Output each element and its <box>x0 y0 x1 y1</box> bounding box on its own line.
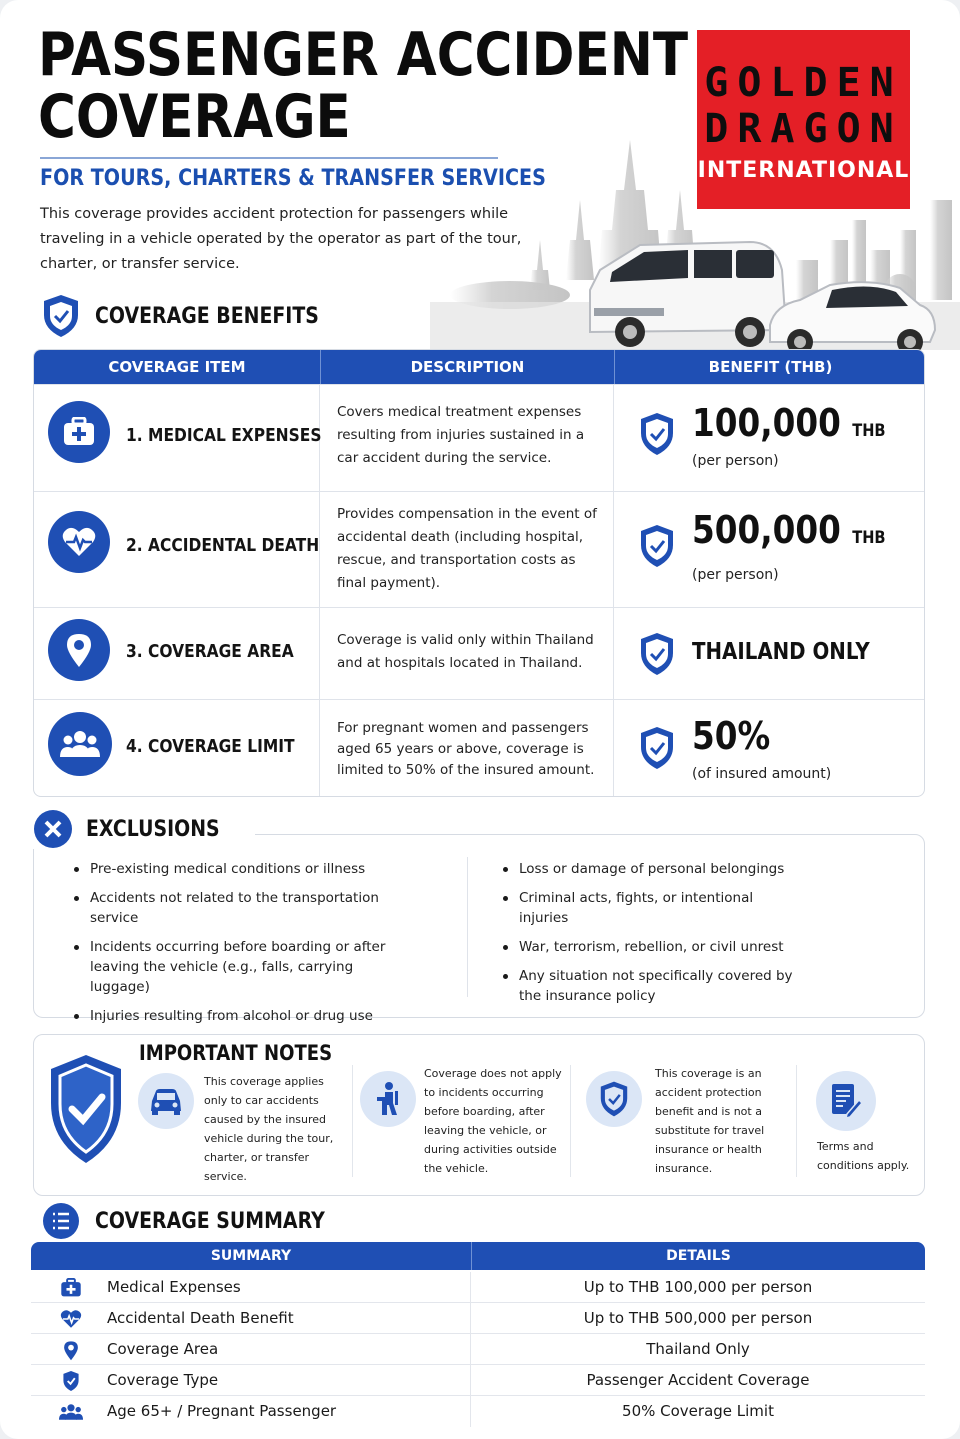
exclusions-box <box>33 834 925 1024</box>
notes-title: IMPORTANT NOTES <box>139 1041 333 1065</box>
coverage-item-label: 3. COVERAGE AREA <box>126 641 294 662</box>
summary-label: Medical Expenses <box>107 1278 241 1296</box>
medical-kit-icon <box>59 1278 83 1298</box>
column-header-description: DESCRIPTION <box>410 358 525 376</box>
benefit-amount: 500,000 THB <box>692 508 886 552</box>
list-item: War, terrorism, rebellion, or civil unrest <box>501 937 801 957</box>
summary-label: Age 65+ / Pregnant Passenger <box>107 1402 337 1420</box>
table-row <box>31 1303 925 1334</box>
note-text: This coverage is an accident protection benefit and is not a substitute for travel insurance or health insurance. <box>655 1067 765 1175</box>
logo-line-1: GOLDEN <box>704 60 903 106</box>
table-header <box>31 1242 925 1270</box>
shield-check-icon <box>638 631 676 677</box>
summary-detail: Passenger Accident Coverage <box>586 1371 810 1389</box>
benefit-note: (per person) <box>692 567 779 583</box>
column-header-benefit: BENEFIT (THB) <box>708 358 833 376</box>
list-item: Criminal acts, fights, or intentional injuries <box>501 888 801 928</box>
benefit-note: (of insured amount) <box>692 766 832 782</box>
summary-detail: Thailand Only <box>646 1340 750 1358</box>
coverage-summary-table <box>31 1242 925 1428</box>
coverage-description: Provides compensation in the event of accidental death (including hospital, rescue, and transportation costs as final payment). <box>337 506 597 591</box>
location-pin-icon <box>59 1340 83 1360</box>
medical-kit-icon <box>48 401 110 463</box>
shield-check-icon <box>586 1071 642 1127</box>
note-divider <box>796 1065 797 1177</box>
summary-detail: Up to THB 500,000 per person <box>583 1309 813 1327</box>
coverage-benefits-heading <box>40 293 355 339</box>
list-item: Accidents not related to the transportation service <box>72 888 402 928</box>
column-header-summary: SUMMARY <box>210 1248 292 1264</box>
benefit-amount: 100,000 THB <box>692 401 886 445</box>
coverage-description: For pregnant women and passengers aged 65 years or above, coverage is limited to 50% of the insured amount. <box>337 720 595 778</box>
location-pin-icon <box>48 619 110 681</box>
table-row <box>31 1334 925 1365</box>
coverage-summary-heading <box>42 1202 362 1240</box>
summary-label: Accidental Death Benefit <box>107 1309 294 1327</box>
list-item: Pre-existing medical conditions or illness <box>72 859 402 879</box>
list-item: Loss or damage of personal belongings <box>501 859 801 879</box>
section-title: COVERAGE SUMMARY <box>95 1208 325 1234</box>
list-icon <box>42 1202 80 1240</box>
table-row <box>34 607 925 699</box>
table-row <box>34 699 925 797</box>
heart-pulse-icon <box>48 511 110 573</box>
table-row <box>34 384 925 491</box>
table-row <box>31 1272 925 1303</box>
table-row <box>31 1365 925 1396</box>
section-title: COVERAGE BENEFITS <box>95 303 319 329</box>
exclusions-list-right <box>501 859 801 1015</box>
brand-logo <box>697 30 910 209</box>
coverage-description: Coverage is valid only within Thailand and at hospitals located in Thailand. <box>337 632 594 671</box>
note-divider <box>570 1065 571 1177</box>
intro-text: This coverage provides accident protection for passengers while traveling in a vehicle operated by the operator as part of the tour, charter, or transfer service. <box>40 206 522 272</box>
column-header-details: DETAILS <box>471 1242 925 1270</box>
person-exiting-icon <box>360 1071 416 1127</box>
close-icon <box>33 809 73 849</box>
list-item: Incidents occurring before boarding or after leaving the vehicle (e.g., falls, carrying luggage) <box>72 937 402 997</box>
benefit-value: THAILAND ONLY <box>692 639 870 665</box>
group-icon <box>59 1402 83 1422</box>
list-item: Any situation not specifically covered by the insurance policy <box>501 966 801 1006</box>
large-shield-check-icon <box>48 1053 124 1165</box>
note-text: Coverage does not apply to incidents occurring before boarding, after leaving the vehicle, or during activities outside the vehicle. <box>424 1067 562 1175</box>
benefit-amount: 50% <box>692 714 771 758</box>
coverage-item-label: 2. ACCIDENTAL DEATH <box>126 535 320 556</box>
list-item: Injuries resulting from alcohol or drug use <box>72 1006 402 1026</box>
page-subtitle: FOR TOURS, CHARTERS & TRANSFER SERVICES <box>40 166 546 191</box>
summary-detail: Up to THB 100,000 per person <box>583 1278 813 1296</box>
logo-line-3: INTERNATIONAL <box>697 158 910 183</box>
coverage-item-label: 4. COVERAGE LIMIT <box>126 736 295 757</box>
coverage-benefits-table <box>33 349 925 797</box>
shield-check-icon <box>638 411 676 457</box>
note-text: Terms and conditions apply. <box>817 1140 910 1172</box>
table-row <box>31 1396 925 1427</box>
important-notes-box <box>33 1034 925 1196</box>
shield-check-icon <box>638 523 676 569</box>
table-row <box>34 491 925 607</box>
summary-label: Coverage Area <box>107 1340 219 1358</box>
benefit-note: (per person) <box>692 453 779 469</box>
note-text: This coverage applies only to car accidents caused by the insured vehicle during the tour, charter, or transfer service. <box>204 1075 334 1183</box>
summary-detail: 50% Coverage Limit <box>622 1402 774 1420</box>
exclusions-list-left <box>72 859 402 1035</box>
table-header <box>34 350 925 384</box>
summary-label: Coverage Type <box>107 1371 219 1389</box>
section-title: EXCLUSIONS <box>86 816 220 842</box>
shield-check-icon <box>59 1371 83 1391</box>
column-divider <box>467 857 468 997</box>
van-illustration <box>590 242 786 347</box>
group-icon <box>48 712 112 776</box>
heart-pulse-icon <box>59 1309 83 1329</box>
note-divider <box>352 1065 353 1177</box>
shield-check-icon <box>638 725 676 771</box>
column-header-item: COVERAGE ITEM <box>108 358 246 376</box>
exclusions-heading <box>33 809 255 849</box>
title-line-1: PASSENGER ACCIDENT <box>38 20 689 90</box>
shield-check-icon <box>40 293 82 339</box>
coverage-item-label: 1. MEDICAL EXPENSES <box>126 425 322 446</box>
coverage-description: Covers medical treatment expenses resulting from injuries sustained in a car accident during the service. <box>337 404 585 466</box>
car-icon <box>138 1073 194 1129</box>
logo-line-2: DRAGON <box>704 106 903 152</box>
title-line-2: COVERAGE <box>38 82 351 152</box>
document-edit-icon <box>816 1071 876 1131</box>
